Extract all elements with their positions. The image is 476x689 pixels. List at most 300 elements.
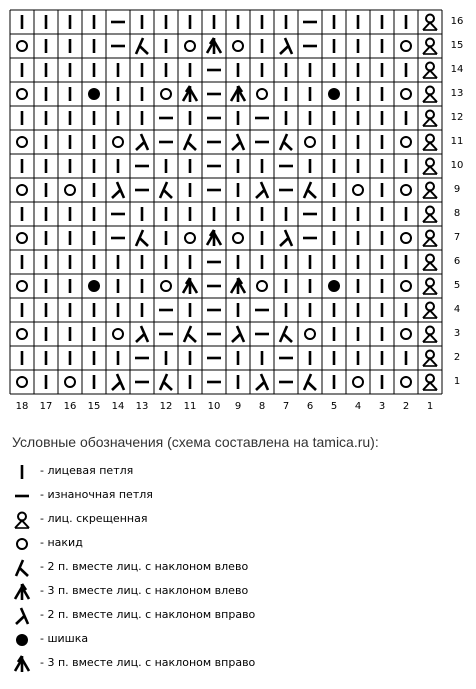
stitch-knit [34, 202, 58, 226]
stitch-knit [34, 10, 58, 34]
stitch-purl [298, 34, 322, 58]
stitch-knit [154, 202, 178, 226]
stitch-knit [274, 58, 298, 82]
column-number: 6 [306, 401, 314, 412]
stitch-knit [346, 322, 370, 346]
stitch-knit [58, 58, 82, 82]
stitch-yo [10, 82, 34, 106]
stitch-twisted [418, 226, 442, 250]
stitch-knit [34, 298, 58, 322]
stitch-knit [82, 178, 106, 202]
stitch-knit [250, 58, 274, 82]
stitch-knit [130, 106, 154, 130]
stitch-knit [106, 298, 130, 322]
stitch-yo [10, 178, 34, 202]
row-number: 16 [450, 16, 464, 27]
stitch-knit [370, 274, 394, 298]
row-number: 13 [450, 88, 464, 99]
stitch-purl [202, 130, 226, 154]
stitch-knit [106, 346, 130, 370]
column-number: 11 [183, 401, 197, 412]
stitch-k2tog_right [106, 370, 130, 394]
stitch-knit [34, 34, 58, 58]
stitch-yo [226, 226, 250, 250]
column-number: 9 [234, 401, 242, 412]
stitch-knit [34, 58, 58, 82]
stitch-yo [58, 370, 82, 394]
legend-label: - 3 п. вместе лиц. с наклоном вправо [40, 656, 256, 669]
stitch-bobble [82, 82, 106, 106]
column-number: 5 [330, 401, 338, 412]
stitch-purl [202, 106, 226, 130]
stitch-k2tog_left [178, 322, 202, 346]
stitch-knit [226, 58, 250, 82]
stitch-knit [34, 178, 58, 202]
stitch-knit [394, 202, 418, 226]
stitch-knit [322, 226, 346, 250]
stitch-purl [298, 226, 322, 250]
stitch-yo [394, 370, 418, 394]
stitch-knit [58, 106, 82, 130]
stitch-knit [394, 154, 418, 178]
stitch-k2tog_right [130, 322, 154, 346]
stitch-twisted [418, 178, 442, 202]
bobble-symbol-icon [10, 628, 34, 652]
stitch-knit [370, 370, 394, 394]
stitch-yo [178, 34, 202, 58]
stitch-knit [106, 82, 130, 106]
row-number: 9 [453, 184, 461, 195]
stitch-knit [322, 322, 346, 346]
stitch-knit [58, 130, 82, 154]
stitch-knit [178, 202, 202, 226]
stitch-knit [178, 346, 202, 370]
stitch-yo [10, 322, 34, 346]
stitch-knit [82, 322, 106, 346]
stitch-knit [274, 82, 298, 106]
stitch-yo [394, 130, 418, 154]
stitch-purl [202, 370, 226, 394]
legend-label: - 3 п. вместе лиц. с наклоном влево [40, 584, 249, 597]
stitch-knit [298, 58, 322, 82]
stitch-knit [346, 130, 370, 154]
stitch-knit [346, 298, 370, 322]
stitch-knit [106, 274, 130, 298]
stitch-knit [82, 250, 106, 274]
stitch-knit [82, 58, 106, 82]
stitch-knit [226, 202, 250, 226]
stitch-twisted [418, 202, 442, 226]
column-number: 18 [15, 401, 29, 412]
stitch-k3tog_right [202, 34, 226, 58]
stitch-knit [322, 346, 346, 370]
legend-label: - 2 п. вместе лиц. с наклоном влево [40, 560, 249, 573]
stitch-knit [58, 274, 82, 298]
stitch-twisted [418, 106, 442, 130]
stitch-k2tog_left [178, 130, 202, 154]
row-number: 5 [453, 280, 461, 291]
stitch-knit [10, 106, 34, 130]
stitch-knit [346, 226, 370, 250]
row-number: 15 [450, 40, 464, 51]
legend-label: - шишка [40, 632, 89, 645]
stitch-knit [178, 10, 202, 34]
stitch-k2tog_right [250, 178, 274, 202]
stitch-yo [10, 274, 34, 298]
column-number: 13 [135, 401, 149, 412]
stitch-purl [154, 322, 178, 346]
stitch-knit [250, 226, 274, 250]
row-number: 1 [453, 376, 461, 387]
stitch-k2tog_left [154, 370, 178, 394]
stitch-yo [394, 34, 418, 58]
stitch-purl [274, 178, 298, 202]
stitch-knit [154, 226, 178, 250]
stitch-twisted [418, 370, 442, 394]
stitch-knit [34, 274, 58, 298]
stitch-purl [130, 178, 154, 202]
stitch-knit [394, 346, 418, 370]
stitch-knit [58, 322, 82, 346]
stitch-knit [370, 202, 394, 226]
stitch-yo [250, 274, 274, 298]
stitch-knit [298, 274, 322, 298]
stitch-knit [202, 10, 226, 34]
stitch-knit [82, 10, 106, 34]
purl-symbol-icon [10, 484, 34, 508]
stitch-knit [130, 82, 154, 106]
stitch-knit [370, 58, 394, 82]
stitch-purl [250, 298, 274, 322]
column-number: 7 [282, 401, 290, 412]
stitch-knit [82, 34, 106, 58]
stitch-knit [178, 106, 202, 130]
k3tog_left-symbol-icon [10, 580, 34, 604]
stitch-yo [226, 34, 250, 58]
stitch-knit [370, 106, 394, 130]
stitch-yo [10, 34, 34, 58]
stitch-knit [322, 34, 346, 58]
stitch-twisted [418, 58, 442, 82]
stitch-knit [322, 130, 346, 154]
stitch-knit [226, 178, 250, 202]
stitch-knit [346, 250, 370, 274]
stitch-purl [154, 298, 178, 322]
column-number: 8 [258, 401, 266, 412]
stitch-knit [82, 106, 106, 130]
stitch-knit [130, 250, 154, 274]
legend-item [10, 580, 450, 604]
stitch-knit [298, 250, 322, 274]
column-number: 1 [426, 401, 434, 412]
stitch-yo [106, 322, 130, 346]
stitch-knit [34, 130, 58, 154]
stitch-knit [82, 154, 106, 178]
stitch-knit [346, 106, 370, 130]
stitch-knit [154, 10, 178, 34]
legend-item [10, 556, 450, 580]
stitch-purl [202, 298, 226, 322]
stitch-knit [346, 10, 370, 34]
stitch-knit [370, 346, 394, 370]
stitch-knit [154, 34, 178, 58]
stitch-knit [226, 250, 250, 274]
stitch-purl [250, 106, 274, 130]
stitch-knit [274, 298, 298, 322]
row-number: 8 [453, 208, 461, 219]
row-number: 12 [450, 112, 464, 123]
stitch-yo [10, 130, 34, 154]
stitch-knit [298, 298, 322, 322]
stitch-bobble [322, 82, 346, 106]
stitch-knit [394, 10, 418, 34]
row-number: 14 [450, 64, 464, 75]
stitch-knit [250, 202, 274, 226]
stitch-purl [274, 370, 298, 394]
row-number: 11 [450, 136, 464, 147]
twisted-symbol-icon [10, 508, 34, 532]
knit-symbol-icon [10, 460, 34, 484]
stitch-purl [274, 154, 298, 178]
stitch-yo [394, 322, 418, 346]
stitch-knit [346, 274, 370, 298]
legend-label: - лицевая петля [40, 464, 134, 477]
stitch-k3tog_left [226, 82, 250, 106]
stitch-knit [34, 322, 58, 346]
stitch-twisted [418, 346, 442, 370]
stitch-knit [130, 202, 154, 226]
stitch-knit [34, 106, 58, 130]
stitch-knit [34, 82, 58, 106]
stitch-k3tog_right [178, 274, 202, 298]
stitch-knit [10, 154, 34, 178]
stitch-k2tog_right [274, 226, 298, 250]
stitch-yo [298, 130, 322, 154]
stitch-knit [10, 250, 34, 274]
stitch-knit [202, 202, 226, 226]
row-number: 4 [453, 304, 461, 315]
stitch-k3tog_left [226, 274, 250, 298]
stitch-yo [394, 274, 418, 298]
stitch-k2tog_right [250, 370, 274, 394]
stitch-knit [34, 250, 58, 274]
stitch-yo [394, 226, 418, 250]
stitch-knit [10, 202, 34, 226]
stitch-k2tog_left [130, 34, 154, 58]
stitch-knit [178, 154, 202, 178]
stitch-knit [10, 58, 34, 82]
column-number: 16 [63, 401, 77, 412]
stitch-bobble [322, 274, 346, 298]
stitch-yo [58, 178, 82, 202]
stitch-knit [322, 154, 346, 178]
stitch-knit [106, 250, 130, 274]
stitch-k2tog_right [274, 34, 298, 58]
row-number: 10 [450, 160, 464, 171]
stitch-twisted [418, 154, 442, 178]
stitch-knit [58, 298, 82, 322]
stitch-twisted [418, 130, 442, 154]
legend-label: - 2 п. вместе лиц. с наклоном вправо [40, 608, 256, 621]
stitch-knit [322, 178, 346, 202]
stitch-purl [250, 322, 274, 346]
stitch-yo [154, 274, 178, 298]
stitch-yo [178, 226, 202, 250]
k3tog_right-symbol-icon [10, 652, 34, 676]
stitch-knit [154, 154, 178, 178]
row-number: 6 [453, 256, 461, 267]
stitch-purl [130, 346, 154, 370]
stitch-knit [178, 250, 202, 274]
stitch-k2tog_left [274, 130, 298, 154]
stitch-knit [250, 10, 274, 34]
stitch-yo [106, 130, 130, 154]
legend-item [10, 652, 450, 676]
stitch-purl [298, 10, 322, 34]
stitch-knit [274, 202, 298, 226]
stitch-knit [130, 10, 154, 34]
stitch-purl [202, 322, 226, 346]
row-number: 7 [453, 232, 461, 243]
stitch-knit [10, 10, 34, 34]
k2tog_left-symbol-icon [10, 556, 34, 580]
stitch-knit [370, 178, 394, 202]
stitch-knit [274, 106, 298, 130]
stitch-knit [298, 82, 322, 106]
stitch-knit [370, 298, 394, 322]
stitch-twisted [418, 250, 442, 274]
stitch-knit [58, 346, 82, 370]
stitch-k2tog_right [226, 130, 250, 154]
stitch-knit [394, 250, 418, 274]
stitch-knit [346, 202, 370, 226]
row-number: 3 [453, 328, 461, 339]
legend-item [10, 604, 450, 628]
stitch-knit [58, 250, 82, 274]
stitch-purl [274, 346, 298, 370]
stitch-twisted [418, 274, 442, 298]
stitch-yo [346, 370, 370, 394]
stitch-purl [202, 178, 226, 202]
stitch-knit [370, 82, 394, 106]
stitch-knit [226, 106, 250, 130]
stitch-purl [202, 346, 226, 370]
stitch-k2tog_right [106, 178, 130, 202]
stitch-purl [298, 202, 322, 226]
stitch-knit [370, 250, 394, 274]
stitch-purl [202, 58, 226, 82]
stitch-knit [178, 370, 202, 394]
stitch-knit [34, 346, 58, 370]
stitch-knit [82, 130, 106, 154]
stitch-twisted [418, 82, 442, 106]
stitch-knit [226, 10, 250, 34]
stitch-purl [106, 10, 130, 34]
stitch-knit [226, 154, 250, 178]
stitch-purl [106, 34, 130, 58]
legend-label: - изнаночная петля [40, 488, 153, 501]
column-number: 2 [402, 401, 410, 412]
stitch-knit [226, 370, 250, 394]
stitch-purl [130, 370, 154, 394]
stitch-purl [154, 130, 178, 154]
stitch-knit [298, 106, 322, 130]
stitch-knit [250, 154, 274, 178]
stitch-yo [346, 178, 370, 202]
stitch-purl [130, 154, 154, 178]
column-number: 12 [159, 401, 173, 412]
stitch-knit [58, 226, 82, 250]
stitch-knit [82, 298, 106, 322]
stitch-knit [346, 346, 370, 370]
stitch-knit [394, 298, 418, 322]
stitch-purl [106, 226, 130, 250]
stitch-twisted [418, 10, 442, 34]
legend-item [10, 508, 450, 532]
stitch-knit [58, 202, 82, 226]
stitch-k3tog_right [202, 226, 226, 250]
column-number: 14 [111, 401, 125, 412]
stitch-knit [322, 370, 346, 394]
stitch-knit [322, 250, 346, 274]
stitch-knit [322, 10, 346, 34]
stitch-knit [322, 58, 346, 82]
legend-label: - лиц. скрещенная [40, 512, 148, 525]
stitch-knit [106, 58, 130, 82]
stitch-knit [322, 202, 346, 226]
stitch-knit [274, 274, 298, 298]
stitch-knit [154, 250, 178, 274]
stitch-knit [298, 154, 322, 178]
legend-item [10, 628, 450, 652]
stitch-k2tog_right [226, 322, 250, 346]
stitch-knit [298, 346, 322, 370]
stitch-knit [130, 298, 154, 322]
stitch-knit [58, 154, 82, 178]
stitch-knit [322, 106, 346, 130]
column-number: 17 [39, 401, 53, 412]
stitch-knit [250, 346, 274, 370]
stitch-knit [34, 154, 58, 178]
stitch-knit [370, 154, 394, 178]
stitch-knit [154, 58, 178, 82]
stitch-knit [346, 82, 370, 106]
stitch-yo [394, 82, 418, 106]
stitch-yo [394, 178, 418, 202]
stitch-knit [250, 34, 274, 58]
stitch-twisted [418, 298, 442, 322]
column-number: 3 [378, 401, 386, 412]
stitch-knit [274, 250, 298, 274]
stitch-knit [106, 154, 130, 178]
stitch-purl [250, 130, 274, 154]
stitch-knit [82, 202, 106, 226]
stitch-k3tog_right [178, 82, 202, 106]
stitch-knit [82, 370, 106, 394]
stitch-bobble [82, 274, 106, 298]
stitch-knit [154, 346, 178, 370]
stitch-knit [322, 298, 346, 322]
stitch-knit [106, 106, 130, 130]
stitch-k2tog_left [298, 178, 322, 202]
stitch-knit [226, 346, 250, 370]
stitch-knit [226, 298, 250, 322]
stitch-knit [58, 34, 82, 58]
stitch-knit [178, 58, 202, 82]
stitch-knit [34, 370, 58, 394]
stitch-knit [346, 34, 370, 58]
stitch-purl [106, 202, 130, 226]
